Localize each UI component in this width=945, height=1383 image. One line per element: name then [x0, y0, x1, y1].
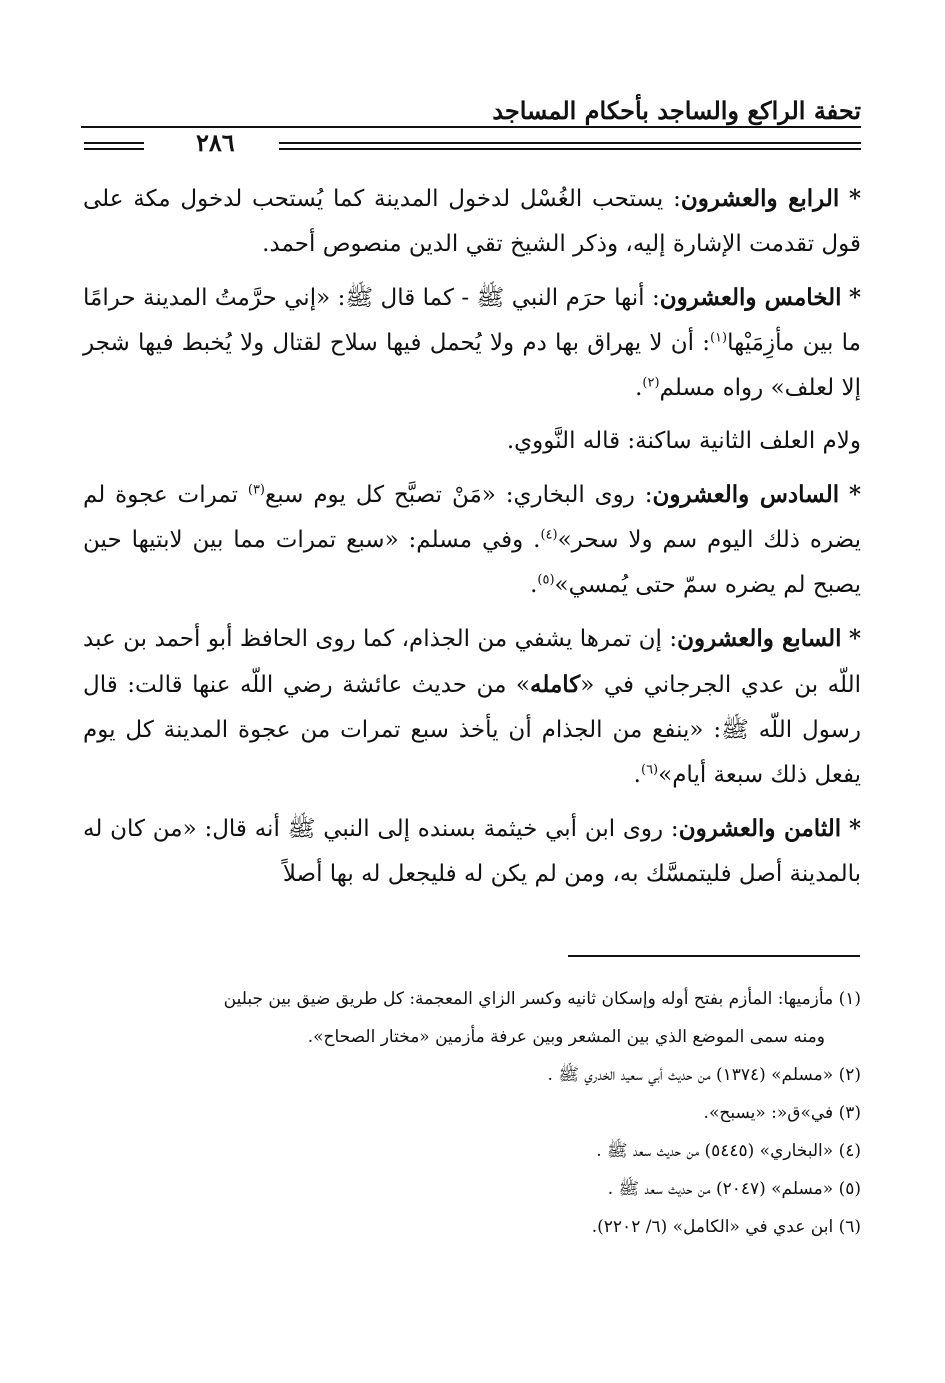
book-title: كامله: [530, 671, 581, 698]
footnote-ref: (١): [709, 330, 728, 346]
paragraph-text: . وفي مسلم: «سبع تمرات مما بين لابتيها حين يصبح لم يضره سمّ حتى يُمسي»: [83, 527, 861, 598]
paragraph-heading: الثامن والعشرون: [678, 815, 842, 842]
star-bullet: *: [848, 284, 862, 311]
paragraph-text: : إن تمرها يشفي من الجذام، كما روى الحافظ أبو أحمد بن عبد اللّه بن عدي الجرجاني في «: [83, 626, 861, 698]
paragraph-text: » من حديث عائشة رضي اللّه عنها قالت: قال رسول اللّه ﷺ: «ينفع من الجذام أن يأخذ سبع تمرات من عجوة المدينة كل يوم يفعل ذلك سبعة أيام»: [83, 672, 861, 788]
footnotes: [83, 980, 861, 1246]
paragraph-text: ولام العلف الثانية ساكنة: قاله النَّووي.: [506, 428, 861, 454]
paragraph-text: .: [530, 572, 538, 598]
footnote-ref: (٢): [642, 375, 660, 391]
paragraph-text: .: [635, 375, 643, 401]
paragraph-heading: السادس والعشرون: [652, 481, 840, 508]
footnote-ref: (٦): [640, 762, 659, 778]
paragraph-24: [83, 176, 861, 267]
paragraph-25: [83, 275, 861, 411]
footnote-ref: (٥): [537, 572, 555, 588]
paragraph-28: [83, 806, 861, 897]
paragraph-text: : روى ابن أبي خيثمة بسنده إلى النبي ﷺ أنه قال: «من كان له بالمدينة أصل فليتمسَّك به، ومن لم يكن له فليجعل له بها أصلاً: [83, 816, 861, 887]
paragraph-text: : روى البخاري: «مَنْ تصبَّح كل يوم سبع: [265, 482, 653, 508]
paragraph-heading: الرابع والعشرون: [680, 185, 840, 212]
star-bullet: *: [848, 815, 861, 842]
star-bullet: *: [848, 481, 862, 508]
footnote-3: (٣) في»ق«: «يسبح».: [703, 1103, 861, 1123]
footnote-5: (٥) «مسلم» (٢٠٤٧) من حديث سعد ﷺ .: [607, 1179, 861, 1199]
running-header-title: تحفة الراكع والساجد بأحكام المساجد: [492, 96, 861, 125]
paragraph-text: .: [633, 762, 641, 788]
paragraph-26: [83, 472, 861, 608]
footnote-4: (٤) «البخاري» (٥٤٤٥) من حديث سعد ﷺ .: [596, 1141, 861, 1161]
footnote-6: (٦) ابن عدي في «الكامل» (٦/ ٢٢٠٢).: [591, 1217, 861, 1237]
paragraph-heading: السابع والعشرون: [677, 625, 842, 652]
paragraph-27: [83, 616, 861, 798]
paragraph-text: : يستحب الغُسْل لدخول المدينة كما يُستحب لدخول مكة على قول تقدمت الإشارة إليه، وذكر الشيخ تقي الدين منصوص أحمد.: [83, 186, 861, 257]
header-double-rule-right: [279, 142, 861, 150]
footnote-ref: (٤): [540, 527, 558, 543]
header-double-rule-left: [84, 142, 144, 150]
main-text: [83, 176, 861, 905]
star-bullet: *: [848, 185, 861, 212]
page-number: ٢٨٦: [196, 128, 235, 157]
paragraph-heading: الخامس والعشرون: [659, 284, 842, 311]
paragraph-text: : أنها حرَم النبي ﷺ - كما قال ﷺ: «إني حرَّمتُ المدينة حرامًا ما بين مأزِمَيْها: [83, 285, 861, 356]
footnote-ref: (٣): [247, 482, 265, 498]
star-bullet: *: [848, 625, 861, 652]
footnote-1: (١) مأزميها: المأزم بفتح أوله وإسكان ثانيه وكسر الزاي المعجمة: كل طريق ضيق بين جبلين: [223, 989, 861, 1009]
footnote-separator: [568, 955, 860, 957]
paragraph-note: [83, 419, 861, 464]
footnote-2: (٢) «مسلم» (١٣٧٤) من حديث أبي سعيد الخدري ﷺ .: [547, 1065, 861, 1085]
paragraph-text: تمرات عجوة لم يضره ذلك اليوم سم ولا سحر»: [83, 482, 862, 553]
page-number-row: [84, 128, 861, 158]
footnote-1-continued: ومنه سمى الموضع الذي بين المشعر وبين عرفة مأزمين «مختار الصحاح».: [307, 1027, 825, 1047]
paragraph-text: : أن لا يهراق بها دم ولا يُحمل فيها سلاح لقتال ولا يُخبط فيها شجر إلا لعلف» رواه مسلم: [83, 330, 861, 401]
